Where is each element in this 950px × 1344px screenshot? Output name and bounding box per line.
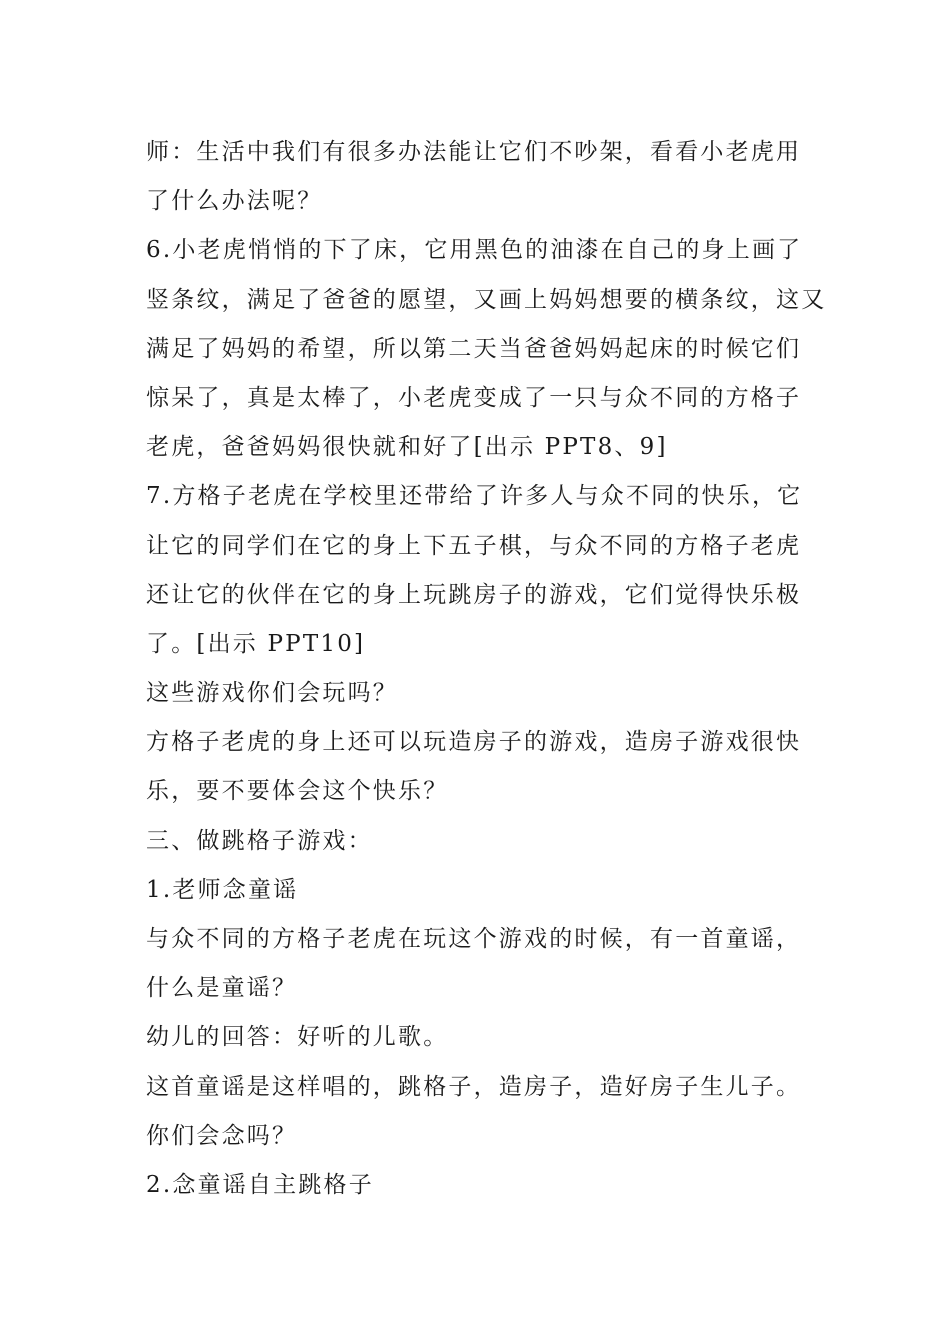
section-heading: 三、做跳格子游戏： xyxy=(146,827,373,854)
text-line: 了。[出示 PPT10] xyxy=(146,630,366,657)
text-line: 这些游戏你们会玩吗？ xyxy=(146,680,398,707)
text-line: 竖条纹，满足了爸爸的愿望，又画上妈妈想要的横条纹，这又 xyxy=(146,286,827,313)
text-line: 6.小老虎悄悄的下了床，它用黑色的油漆在自己的身上画了 xyxy=(146,237,803,264)
text-line: 方格子老虎的身上还可以玩造房子的游戏，造房子游戏很快 xyxy=(146,729,802,756)
text-line: 2.念童谣自主跳格子 xyxy=(146,1171,374,1198)
text-line: 了什么办法呢？ xyxy=(146,188,323,215)
text-line: 师：生活中我们有很多办法能让它们不吵架，看看小老虎用 xyxy=(146,139,802,165)
document-body xyxy=(146,128,827,1210)
text-line: 让它的同学们在它的身上下五子棋，与众不同的方格子老虎 xyxy=(146,532,802,559)
text-line: 还让它的伙伴在它的身上玩跳房子的游戏，它们觉得快乐极 xyxy=(146,581,802,608)
text-line: 这首童谣是这样唱的，跳格子，造房子，造好房子生儿子。 xyxy=(146,1073,802,1100)
text-line: 7.方格子老虎在学校里还带给了许多人与众不同的快乐，它 xyxy=(146,483,803,510)
text-line: 1.老师念童谣 xyxy=(146,876,299,903)
text-line: 惊呆了，真是太棒了，小老虎变成了一只与众不同的方格子 xyxy=(146,384,802,411)
text-line: 你们会念吗？ xyxy=(146,1122,298,1149)
text-line: 老虎，爸爸妈妈很快就和好了[出示 PPT8、9] xyxy=(146,434,668,461)
text-line: 与众不同的方格子老虎在玩这个游戏的时候，有一首童谣， xyxy=(146,926,802,952)
text-line: 乐，要不要体会这个快乐？ xyxy=(146,778,449,805)
text-line: 什么是童谣？ xyxy=(146,975,298,1002)
text-line: 满足了妈妈的希望，所以第二天当爸爸妈妈起床的时候它们 xyxy=(146,335,802,362)
text-line: 幼儿的回答：好听的儿歌。 xyxy=(146,1024,449,1051)
